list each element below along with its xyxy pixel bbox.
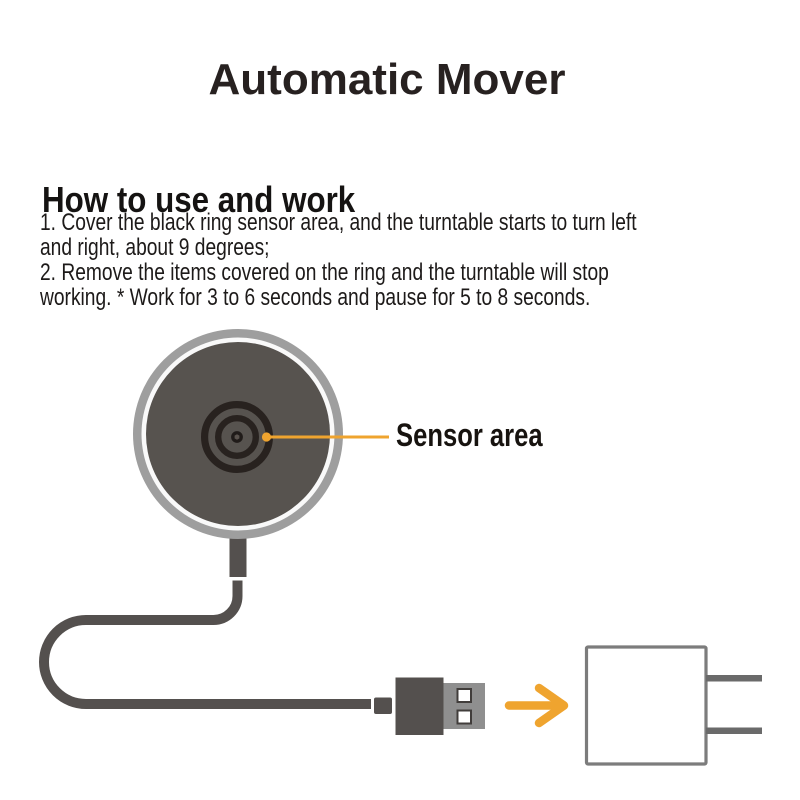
usb-contact-hole — [458, 711, 472, 724]
usb-contact-hole — [458, 689, 472, 702]
page-title: Automatic Mover — [208, 55, 566, 105]
wall-charger — [587, 647, 763, 764]
cable-strain-relief — [230, 536, 247, 577]
usb-plug-body — [396, 678, 444, 736]
usb-plug — [374, 678, 485, 736]
instruction-line: working. * Work for 3 to 6 seconds and pause for 5 to 8 seconds. — [40, 283, 591, 311]
power-cable — [44, 581, 371, 705]
charger-body — [587, 647, 707, 764]
instruction-line: 1. Cover the black ring sensor area, and the turntable starts to turn left — [40, 209, 637, 236]
sensor-area-label: Sensor area — [396, 417, 543, 453]
instruction-line: and right, about 9 degrees; — [40, 233, 270, 261]
turntable-illustration — [133, 329, 343, 539]
charger-prong-bottom — [706, 728, 762, 735]
arrow-right-icon — [509, 688, 564, 723]
instruction-line: 2. Remove the items covered on the ring and the turntable will stop — [40, 258, 609, 286]
section-heading: How to use and work — [42, 178, 356, 220]
charger-prong-top — [706, 675, 762, 682]
usb-plug-neck — [374, 698, 392, 715]
sensor-pointer-dot — [262, 432, 271, 441]
